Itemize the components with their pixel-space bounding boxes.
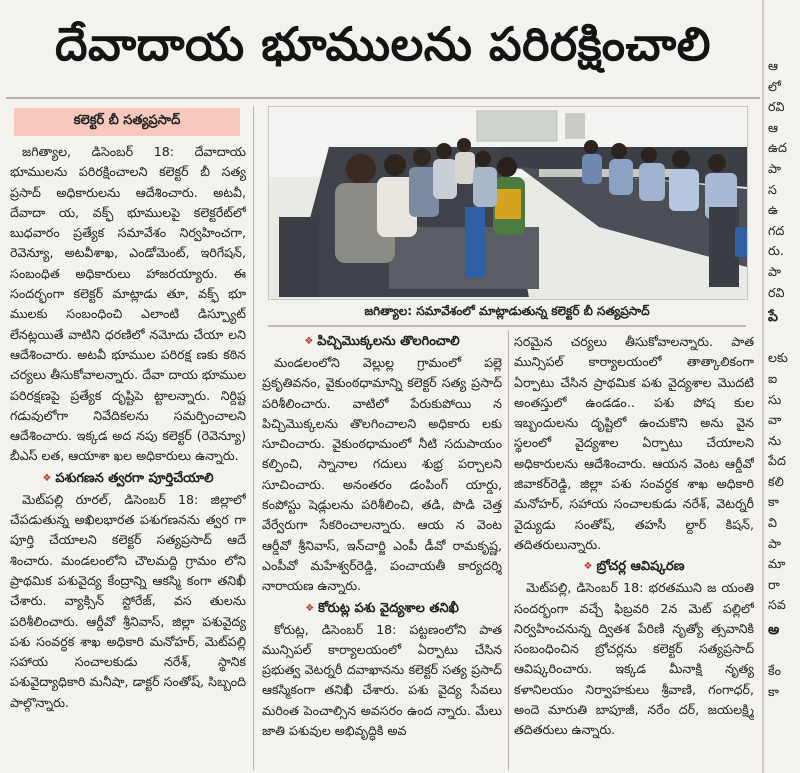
subheading-weeds: ❖ పిచ్చిమొక్కలను తొలగించాలి [262, 331, 502, 352]
vet-hospital-continued-paragraph: సరమైన చర్యలు తీసుకోవాలన్నారు. పాత మున్సిపల్ కార్యాలయంలో తాత్కాలికంగా ఏర్పాటు చేసిన ప్రాథమిక పశు వైద్యశాల మొదటి అంతస్తులో ఉండడం.. పశు పోష కుల ఇబ్బందులను దృష్టిలో ఉంచుకొని అను వైన స్థలంలో వైద్యశాల ఏర్పాటు చేయాలని అధికారులను ఆదేశించారు. ఆయన వెంట ఆర్డీవో జివాకర్‌రెడ్డి, జిల్లా పశు సంవర్ధక శాఖ అధికారి మనోహర్, సహాయ సంచాలకుడు నరేశ్, వెటర్నరీ వైద్యుడు సంతోష్, తహసీ ల్దార్ కిషన్, తదితరులున్నారు. [514, 334, 754, 552]
strip-subheading: పే [768, 309, 778, 326]
strip-line: పా [768, 535, 781, 551]
strip-line: కేం [768, 663, 781, 679]
subheading-cattle-census: ❖ పశుగణన త్వరగా పూర్తిచేయాలి [10, 468, 246, 489]
strip-line: రవి [768, 99, 785, 115]
strip-line [768, 641, 800, 662]
strip-line: ఐ [768, 370, 778, 386]
vet-hospital-paragraph: కోరుట్ల, డిసెంబర్ 18: పట్టణంలోని పాత మున్సిపల్ కార్యాలయంలో ఏర్పాటు చేసిన ప్రభుత్వ వెటర్నరీ దవాఖానను కలెక్టర్ సత్య ప్రసాద్ ఆకస్మికంగా తనిఖీ చేశారు. పశు వైద్య సేవలు మరింత పెంచాల్సిన అవసరం ఉంద న్నారు. మేలు జాతి పశువుల అభివృద్ధికి అవ [262, 621, 502, 739]
strip-line: లో [768, 78, 781, 94]
strip-line: కా [768, 494, 779, 510]
cattle-census-paragraph: మెట్‌పల్లి రూరల్, డిసెంబర్ 18: జిల్లాలో చేపడుతున్న అఖిలభారత పశుగణనను త్వర గా పూర్తి చేయాలని కలెక్టర్ సత్యప్రసాద్ ఆదే శించారు. మండలంలోని చౌలమద్ది గ్రామం లోని ప్రాథమిక పశువైద్య కేంద్రాన్ని ఆకస్మి కంగా తనిఖీ చేశారు. వ్యాక్సిన్ స్టోరేజ్, వస తులను పరిశీలించారు. ఆర్డీవో శ్రీనివాస్, జిల్లా పశువైద్య పశు సంవర్ధక శాఖ అధికారి మనోహర్, మెట్‌పల్లి సహాయ సంచాలకుడు నరేశ్, స్థానిక పశువైద్యాధికారి మనీషా, డాక్టర్ సంతోష్, సిబ్బంది పాల్గొన్నారు. [10, 491, 246, 710]
column-divider-2 [508, 330, 509, 770]
strip-line: ఆ [768, 58, 779, 73]
caption-rule [268, 325, 746, 327]
column-3 [514, 332, 754, 770]
subheading-brochures: ❖ బ్రోచర్ల ఆవిష్కరణ [514, 556, 754, 577]
strip-line [768, 328, 800, 349]
strip-line: సవ [768, 597, 786, 613]
strip-line: రవి [768, 284, 785, 300]
column-1 [10, 142, 246, 770]
meeting-photo [268, 106, 748, 300]
column-divider-1 [253, 106, 254, 770]
strip-subheading-2: అ [768, 622, 780, 639]
strip-line: వా [768, 412, 782, 428]
strip-line: పా [768, 263, 781, 279]
weeds-paragraph: మండలంలోని వెల్లుల్ల గ్రామంలో పల్లె ప్రకృతివనం, వైకుంఠధామాన్ని కలెక్టర్ సత్య ప్రసాద్ పరిశీలించారు. వాటిలో పేరుకుపోయి న పిచ్చిమొక్కలను తొలగించాలని అధికారు లకు సూచించారు. వైకుంఠధామంలో నీటి సదుపాయం కల్పించి, స్నానాల గదులు శుభ్ర పర్చాలని సూచించారు. అనంతరం డంపింగ్ యార్డు, కంపోస్టు షెడ్లులను పరిశీలించి, తడి, పొడి చెత్త వేర్వేరుగా సేకరించాలన్నారు. ఆయ న వెంట ఆర్డీవో శ్రీనివాస్, ఇన్‌చార్జి ఎంపీ డీవో రామకృష్ణ, ఎంపీవో మహేశ్వర్‌రెడ్డి, పంచాయతీ కార్యదర్శి నారాయణ ఉన్నారు. [262, 355, 502, 594]
strip-line: ఆ [768, 119, 779, 135]
byline: కలెక్టర్ బీ సత్యప్రసాద్ [14, 108, 240, 136]
strip-line: స [768, 181, 777, 197]
strip-line: వి [768, 515, 777, 531]
strip-line: సు [768, 391, 782, 407]
photo-caption: జగిత్యాల: సమావేశంలో మాట్లాడుతున్న కలెక్టర్ బీ సత్యప్రసాద్ [364, 303, 650, 318]
strip-line: మా [768, 556, 786, 572]
headline: దేవాదాయ భూములను పరిరక్షించాలి [55, 17, 711, 71]
adjacent-article-strip [768, 56, 800, 773]
strip-line: కా [768, 683, 779, 699]
strip-line: పేద [768, 453, 786, 469]
headline-rule [6, 97, 760, 99]
right-column-divider [762, 0, 764, 773]
lead-paragraph: జగిత్యాల, డిసెంబర్ 18: దేవాదాయ భూములను పరిరక్షించాలని కలెక్టర్ బీ సత్య ప్రసాద్ అధికారులను ఆదేశించారు. అటవీ, దేవాదా య, వక్ఫ్ భూములపై కలెక్టరేట్‌లో బుధవారం ప్రత్యేక సమావేశం నిర్వహించగా, రెవెన్యూ, అటవీశాఖ, ఎండోమెంట్, ఇరిగేషన్, సంబంధిత అధికారులు హాజరయ్యారు. ఈ సందర్భంగా కలెక్టర్ మాట్లాడు తూ, వక్ఫ్ భూ ములకు సంబంధించి ఎలాంటి డిస్ప్యూట్ లేనట్లయితే వాటిని ధరణిలో నమోదు చేయా లని ఆదేశించారు. అటవీ భూముల పరిరక్ష ణకు కఠిన చర్యలు తీసుకోవాలన్నారు. దేవా దాయ భూముల పరిరక్షణపై ప్రత్యేక దృష్టిపె ట్టాలన్నారు. నిర్దిష్ట గడువులోగా నివేదికలను సమర్పించాలని ఆదేశించారు. ఇక్కడ అద నపు కలెక్టర్ (రెవెన్యూ) బీఎస్ లత, ఆయాశా ఖల అధికారులు ఉన్నారు. [10, 144, 246, 464]
strip-line: గద [768, 222, 785, 238]
strip-line: ఉద [768, 140, 787, 156]
column-2 [262, 330, 502, 770]
strip-line: రా [768, 576, 780, 592]
strip-line: ఉ [768, 202, 779, 218]
strip-line: పా [768, 160, 781, 176]
subheading-vet-hospital: ❖ కోరుట్ల పశు వైద్యశాల తనిఖీ [262, 598, 502, 619]
strip-line: రు. [768, 243, 784, 259]
strip-line: ను [768, 432, 782, 448]
meeting-photo-illustration [269, 107, 747, 299]
strip-line: లకు [768, 350, 788, 366]
brochures-paragraph: మెట్‌పల్లి, డిసెంబర్ 18: భరతముని జ యంతి సందర్భంగా వచ్చే ఫిబ్రవరి 2న మెట్ పల్లిలో నిర్వహించనున్న ద్వితశ పేరిణి నృత్యో త్సవానికి సంబంధించిన బ్రోచర్లను కలెక్టర్ సత్యప్రసాద్ ఆవిష్కరించారు. ఇక్కడ మీనాక్షి నృత్య కళానిలయం నిర్వాహకులు శ్రీవాణి, గంగాధర్, అందె మారుతి బాపూజీ, నరేం దర్, జయలక్ష్మి తదితరులు ఉన్నారు. [514, 580, 754, 738]
strip-line: కలి [768, 473, 784, 489]
